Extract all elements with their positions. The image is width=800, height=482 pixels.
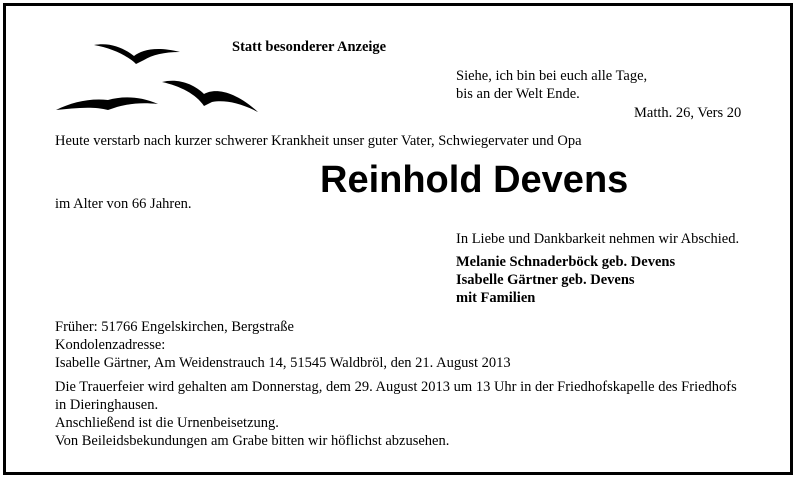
verse-line-2: bis an der Welt Ende.	[456, 86, 580, 102]
age-line: im Alter von 66 Jahren.	[55, 196, 192, 212]
farewell-line: In Liebe und Dankbarkeit nehmen wir Abschied.	[456, 231, 740, 247]
family-member: mit Familien	[456, 290, 536, 306]
verse-line-1: Siehe, ich bin bei euch alle Tage,	[456, 68, 648, 84]
burial-line: Anschließend ist die Urnenbeisetzung.	[55, 415, 279, 431]
former-address: Früher: 51766 Engelskirchen, Bergstraße	[55, 319, 294, 335]
family-member: Melanie Schnaderböck geb. Devens	[456, 254, 676, 270]
condolence-request: Von Beileidsbekundungen am Grabe bitten wir höflichst abzusehen.	[55, 433, 450, 449]
announcement-intro: Heute verstarb nach kurzer schwerer Krankheit unser guter Vater, Schwiegervater und Opa	[55, 133, 582, 149]
notice-heading: Statt besonderer Anzeige	[232, 39, 387, 55]
ceremony-location: in Dieringhausen.	[55, 397, 159, 413]
ceremony-line: Die Trauerfeier wird gehalten am Donnerstag, dem 29. August 2013 um 13 Uhr in der Friedhofskapelle des Friedhofs	[55, 379, 737, 395]
flying-birds-icon	[52, 36, 262, 121]
verse-reference: Matth. 26, Vers 20	[634, 105, 742, 121]
condolence-address: Isabelle Gärtner, Am Weidenstrauch 14, 51545 Waldbröl, den 21. August 2013	[55, 355, 511, 371]
deceased-name: Reinhold Devens	[320, 159, 629, 201]
condolence-label: Kondolenzadresse:	[55, 337, 166, 353]
family-member: Isabelle Gärtner geb. Devens	[456, 272, 635, 288]
